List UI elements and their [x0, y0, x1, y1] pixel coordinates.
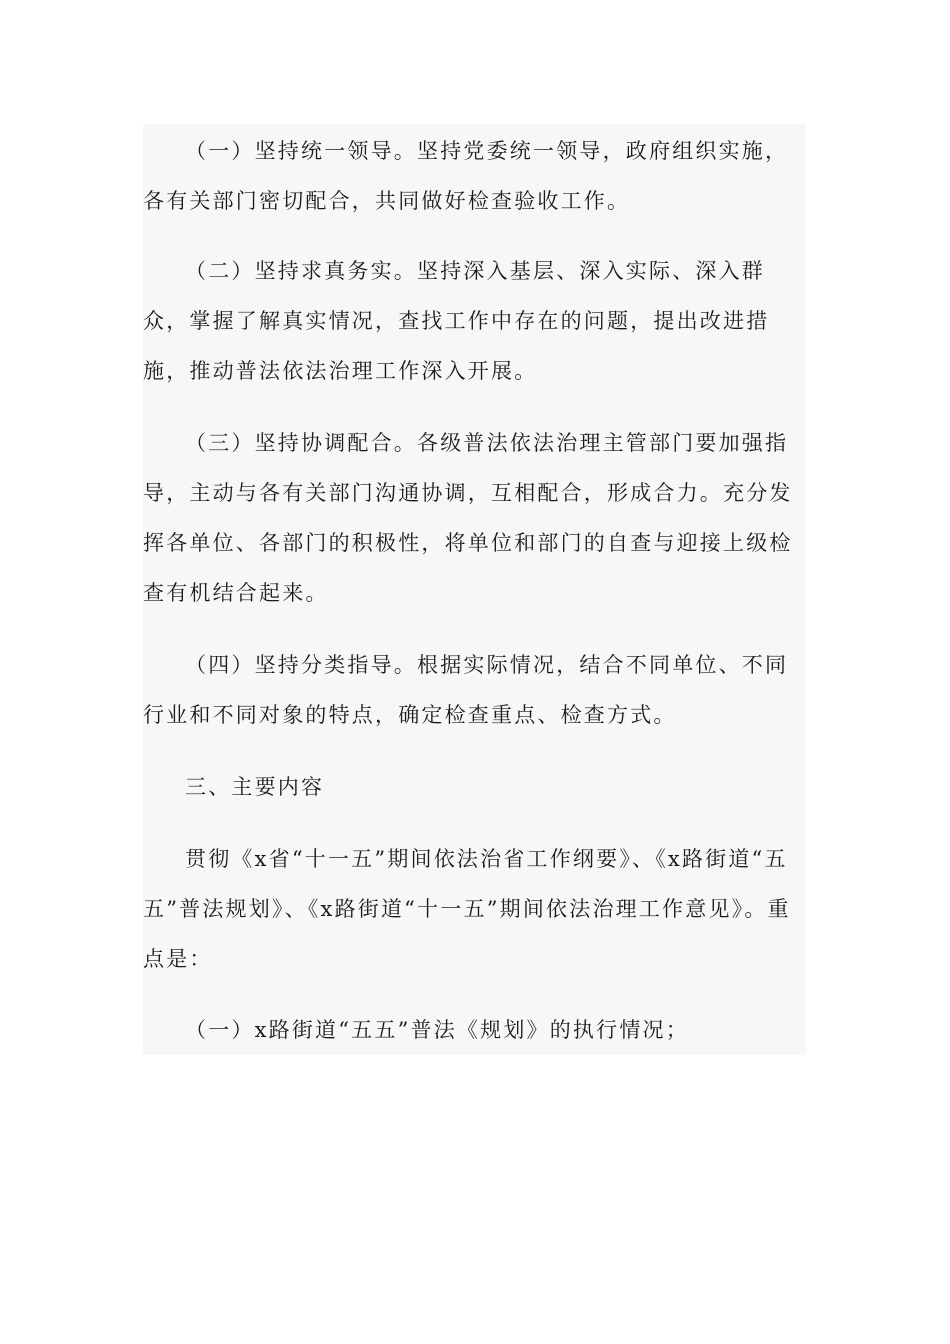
paragraph-principle-4: （四）坚持分类指导。根据实际情况，结合不同单位、不同行业和不同对象的特点，确定检查重点、检查方式。 — [143, 653, 789, 727]
paragraph-implementation: 贯彻《x省“十一五”期间依法治省工作纲要》、《x路街道“五五”普法规划》、《x路街道“十一五”期间依法治理工作意见》。重点是： — [143, 847, 791, 971]
section-heading-main-content: 三、主要内容 — [185, 775, 325, 799]
paragraph-principle-3: （三）坚持协调配合。各级普法依法治理主管部门要加强指导，主动与各有关部门沟通协调，互相配合，形成合力。充分发挥各单位、各部门的积极性，将单位和部门的自查与迎接上级检查有机结合起来。 — [143, 431, 793, 605]
paragraph-principle-1: （一）坚持统一领导。坚持党委统一领导，政府组织实施，各有关部门密切配合，共同做好检查验收工作。 — [143, 139, 789, 213]
paragraph-key-point-1: （一）x路街道“五五”普法《规划》的执行情况； — [185, 1018, 689, 1042]
paragraph-principle-2: （二）坚持求真务实。坚持深入基层、深入实际、深入群众，掌握了解真实情况，查找工作中存在的问题，提出改进措施，推动普法依法治理工作深入开展。 — [143, 259, 770, 383]
